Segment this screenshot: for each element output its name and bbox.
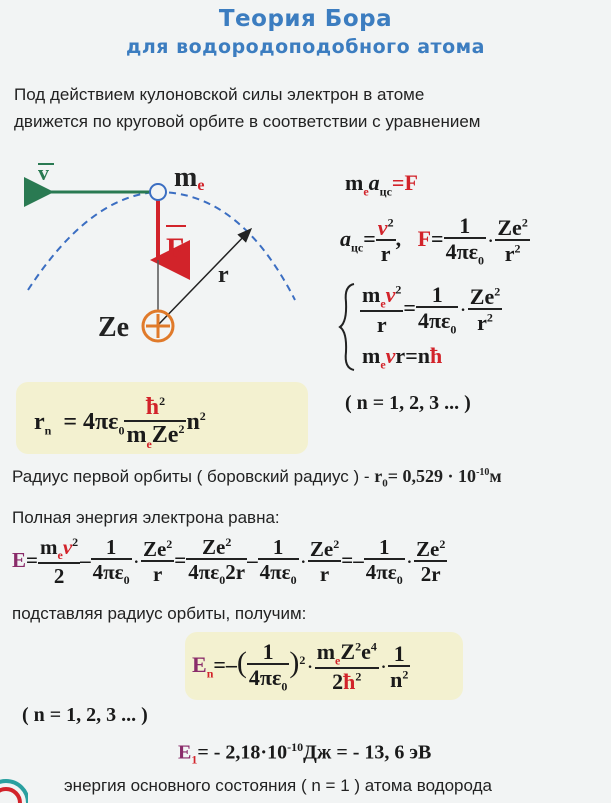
- en-formula: $E_n=-$( $\frac{1}{4\pi\varepsilon_0}$ )$^2$ · $\frac{m_eZ^2e^4}{2ħ^2}$ · $\frac{1}{n^2}$: [192, 639, 409, 694]
- charge-label: Ze: [98, 312, 130, 343]
- bohr-radius-text: Радиус первой орбиты ( боровский радиус ) - $r_0= 0,529 \cdot 10^{-10}м$: [12, 466, 502, 490]
- electron-mass-label: me: [174, 162, 205, 194]
- footer-text: энергия основного состояния ( n = 1 ) атома водорода: [64, 776, 492, 795]
- n-values-1: ( n = 1, 2, 3 ... ): [345, 392, 471, 414]
- corner-logo: [0, 773, 28, 803]
- orbit-path: [28, 192, 295, 300]
- intro-line-2: движется по круговой орбите в соответствии с уравнением: [14, 112, 481, 131]
- acceleration-force-equations: $a_{цс}=$ $\frac{v^2}{r}$ , F= $\frac{1}{4\pi\varepsilon_0}$ · $\frac{Ze^2}{r^2}$: [340, 213, 528, 268]
- total-energy-equation: E= $\frac{m_ev^2}{2}$ – $\frac{1}{4\pi\varepsilon_0}$ · $\frac{Ze^2}{r}$ = $\frac{Ze^2}{4\pi\varepsilon_02r}$ – $\frac{1}{4\pi\varepsilon_0}$ · $\frac{Ze^2}{r}$ =– $\frac{1}{4\pi\varepsilon_0}$ · $\frac{Ze^2}{2r}$: [12, 535, 446, 588]
- title-line-2: для водородоподобного атома: [126, 36, 485, 58]
- intro-line-1: Под действием кулоновской силы электрон в атоме: [14, 85, 425, 104]
- radius-label: r: [218, 262, 229, 288]
- system-row-2: $m_evr=nħ$: [362, 343, 443, 372]
- system-row-1: $\frac{m_ev^2}{r}$ = $\frac{1}{4\pi\varepsilon_0}$ · $\frac{Ze^2}{r^2}$: [362, 282, 501, 337]
- title-line-1: Теория Бора: [218, 6, 393, 32]
- rn-formula: $r_n = 4\pi\varepsilon_0$ $\frac{ħ^2}{m_eZe^2}$ $n^2$: [34, 394, 206, 451]
- velocity-label: v: [38, 160, 49, 185]
- substitute-text: подставляя радиус орбиты, получим:: [12, 604, 307, 623]
- energy-text: Полная энергия электрона равна:: [12, 508, 280, 527]
- ground-energy-formula: $E_1= - 2,18\cdot 10^{-10}Дж$ = - 13, 6 эВ: [178, 740, 432, 767]
- newton-equation: $m_ea_{цс}=F$: [345, 170, 418, 199]
- force-label: F: [166, 232, 185, 265]
- orbit-diagram: [0, 150, 320, 370]
- electron: [150, 184, 166, 200]
- system-brace: [338, 282, 358, 372]
- n-values-2: ( n = 1, 2, 3 ... ): [22, 704, 148, 726]
